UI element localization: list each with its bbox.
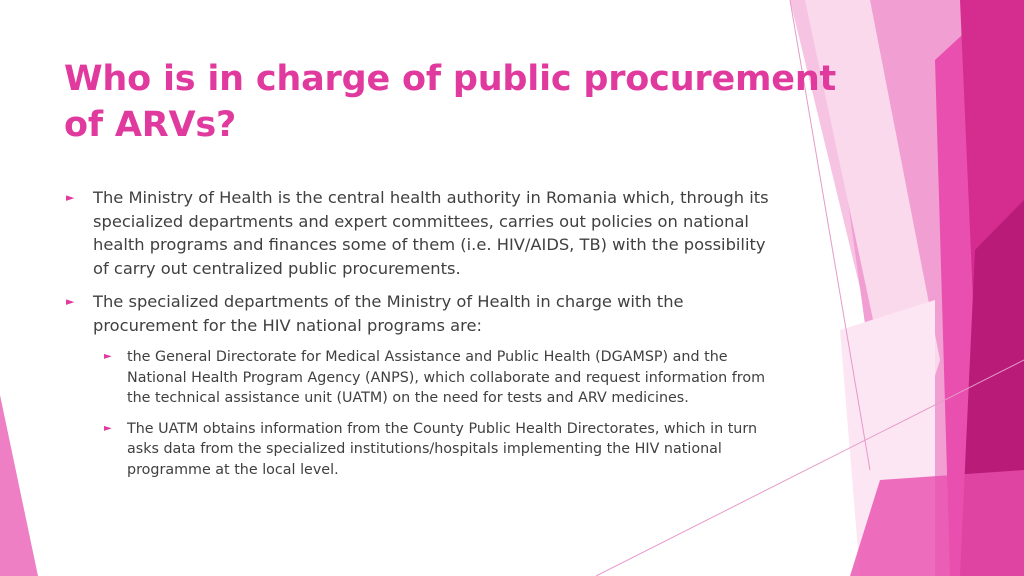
triangle-right-icon: ► [104,351,112,362]
bullet-ministry-of-health [66,186,786,280]
sub-bullet-uatm [104,419,786,481]
triangle-right-icon: ► [104,422,112,434]
left-edge-shape [0,395,38,576]
sub-bullet-dgamsp-anps [104,347,786,409]
slide-content [66,186,786,490]
sub-bullet-text: the General Directorate for Medical Assistance and Public Health (DGAMSP) and the National Health Program Agency (ANPS), which collaborate and request information from the technical assistance unit (UATM) on the need for tests and ARV medicines. [127,349,766,406]
triangle-right-icon: ► [66,191,75,204]
sub-bullet-text: The UATM obtains information from the County Public Health Directorates, which in turn asks data from the specialized institutions/hospitals implementing the HIV national programme at the local level. [127,420,758,478]
bullet-specialized-departments [66,290,786,337]
bullet-text: The Ministry of Health is the central health authority in Romania which, through its specialized departments and expert committees, carries out policies on national health programs and finances some of them (i.e. HIV/AIDS, TB) with the possibility of carry out centralized public procurements. [93,188,769,278]
bullet-text: The specialized departments of the Ministry of Health in charge with the procurement for the HIV national programs are: [93,292,684,335]
slide-title: Who is in charge of public procurement of ARVs? [64,59,837,145]
triangle-right-icon: ► [66,295,75,308]
